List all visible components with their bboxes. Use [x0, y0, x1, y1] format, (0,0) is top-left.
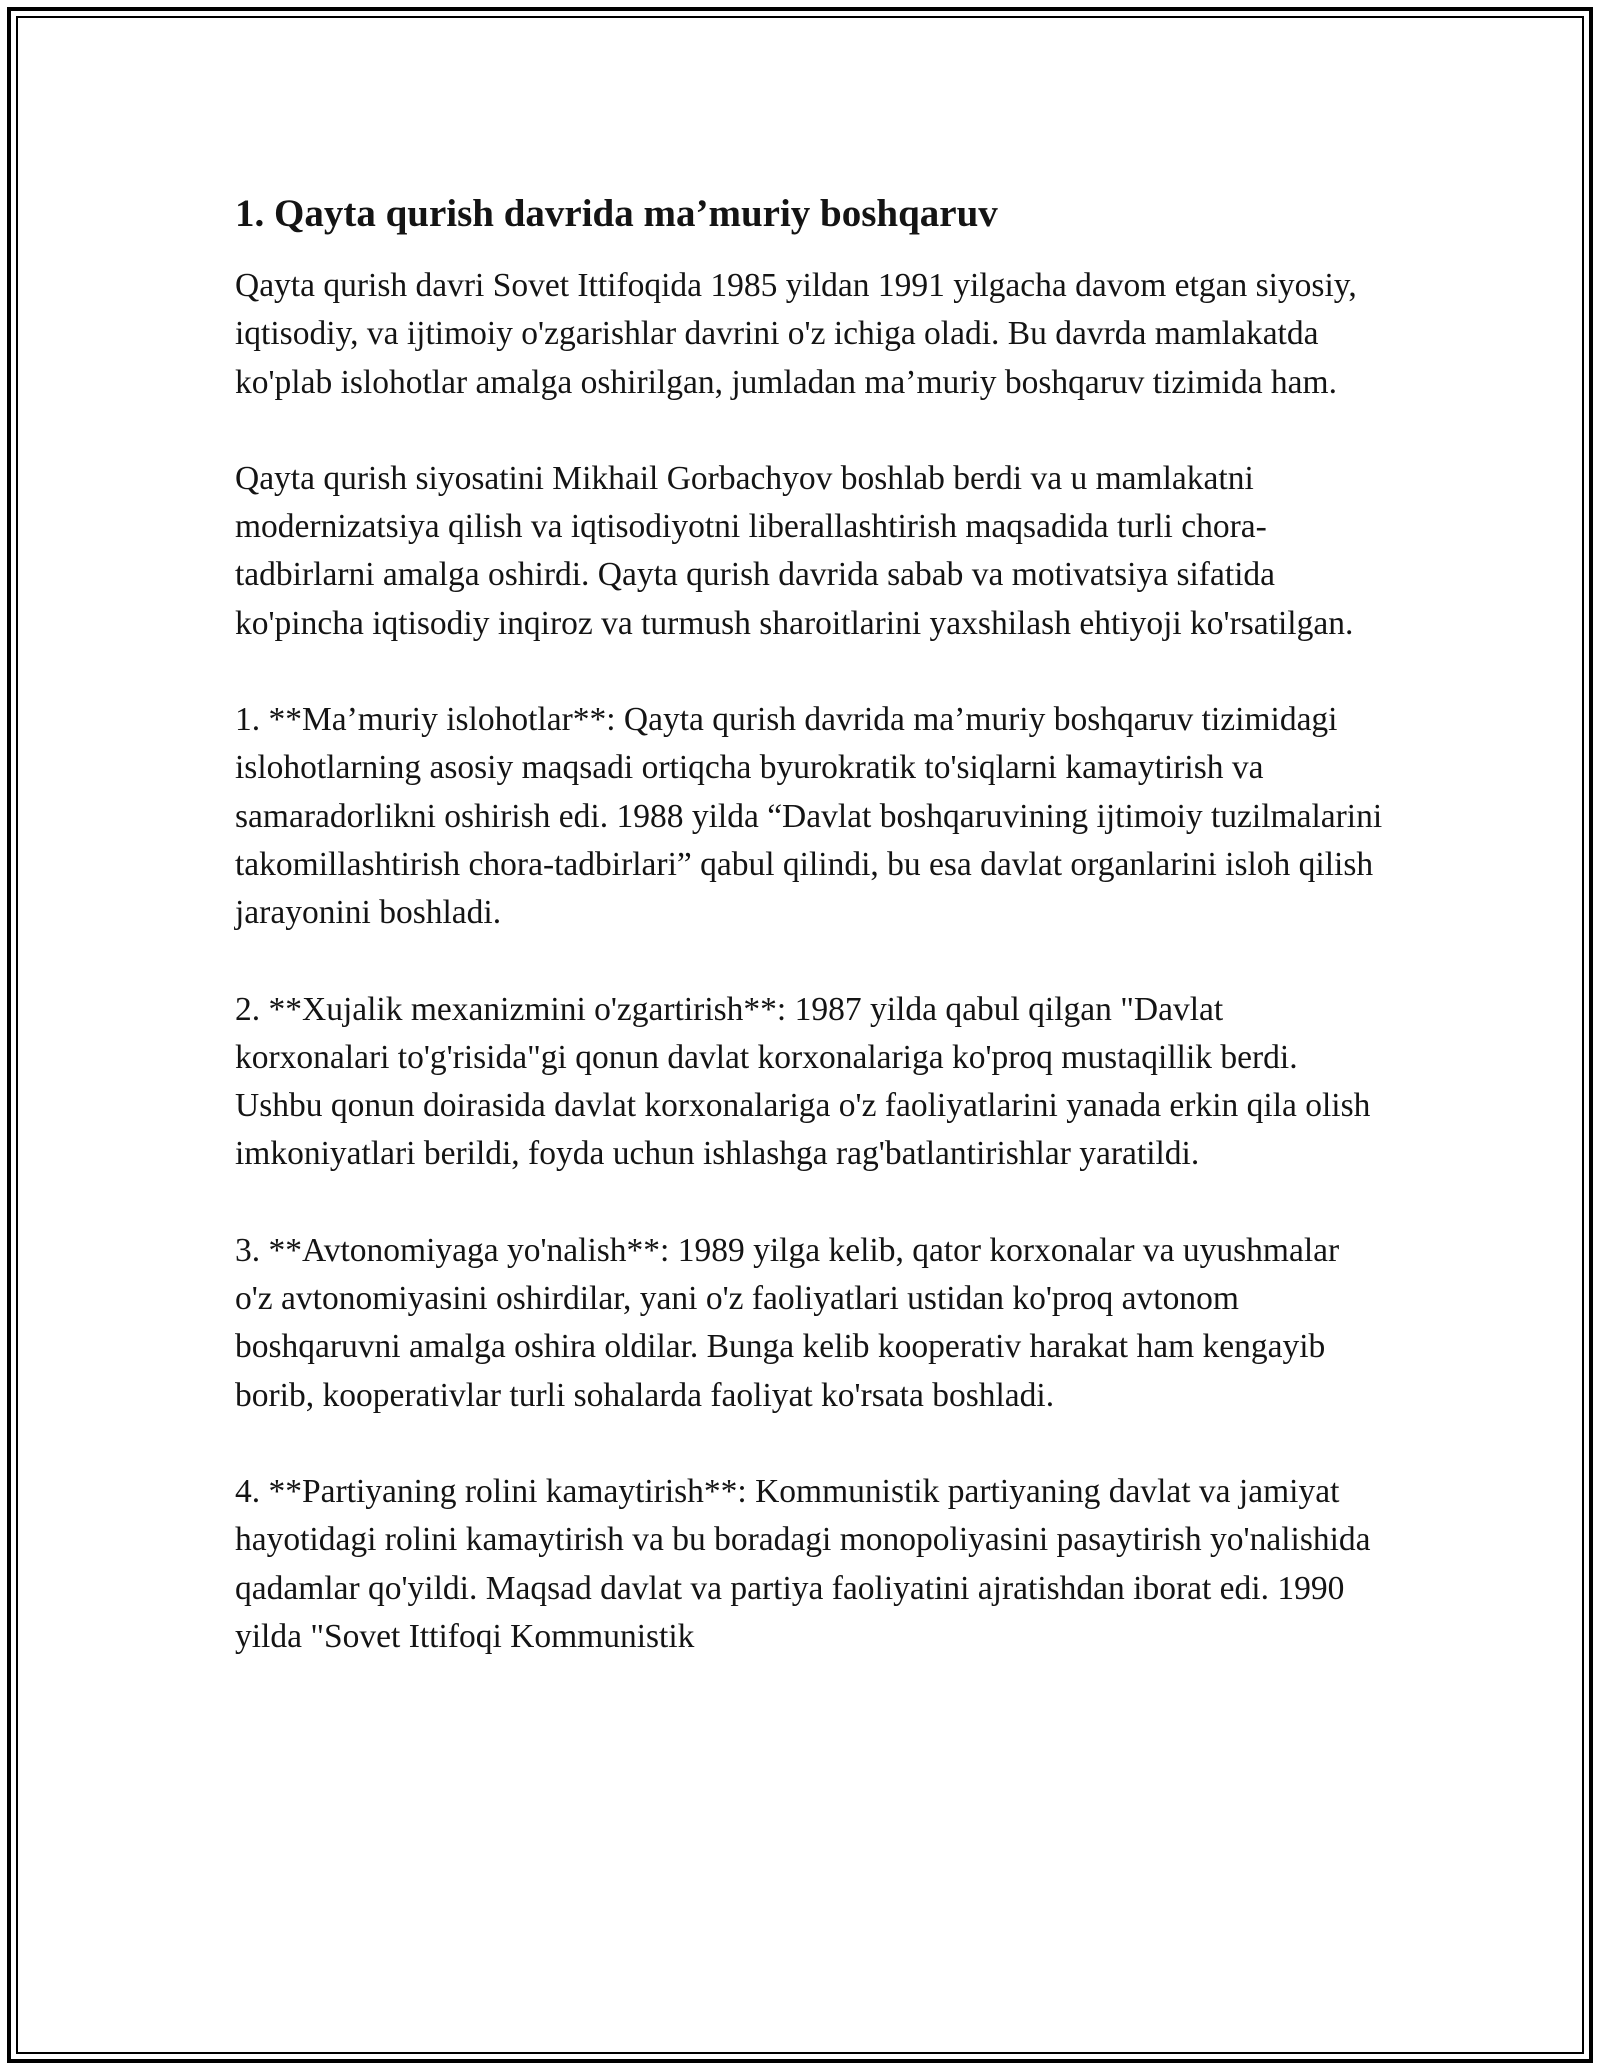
list-item-economic-mechanism: 2. **Xujalik mexanizmini o'zgartirish**: 1987 yilda qabul qilgan "Davlat korxonalari to'g'risida"gi qonun davlat korxonalariga ko'proq mustaqillik berdi. Ushbu qonun doirasida davlat korxonalariga o'z faoliyatlarini yanada erkin qila olish imkoniyatlari berildi, foyda uchun ishlashga rag'batlantirishlar yaratildi.	[235, 990, 1371, 1173]
list-item-autonomy: 3. **Avtonomiyaga yo'nalish**: 1989 yilga kelib, qator korxonalar va uyushmalar o'z avtonomiyasini oshirdilar, yani o'z faoliyatlari ustidan ko'proq avtonom boshqaruvni amalga oshira oldilar. Bunga kelib kooperativ harakat ham kengayib borib, kooperativlar turli sohalarda faoliyat ko'rsata boshladi.	[235, 1231, 1340, 1414]
paragraph-intro: Qayta qurish davri Sovet Ittifoqida 1985 yildan 1991 yilgacha davom etgan siyosiy, iqtisodiy, va ijtimoiy o'zgarishlar davrini o'z ichiga oladi. Bu davrda mamlakatda ko'plab islohotlar amalga oshirilgan, jumladan ma’muriy boshqaruv tizimida ham.	[235, 267, 1357, 401]
paragraph-gorbachev: Qayta qurish siyosatini Mikhail Gorbachyov boshlab berdi va u mamlakatni modernizatsiya qilish va iqtisodiyotni liberallashtirish maqsadida turli chora-tadbirlarni amalga oshirdi. Qayta qurish davrida sabab va motivatsiya sifatida ko'pincha iqtisodiy inqiroz va turmush sharoitlarini yaxshilash ehtiyoji ko'rsatilgan.	[235, 459, 1354, 642]
list-item-party-role: 4. **Partiyaning rolini kamaytirish**: Kommunistik partiyaning davlat va jamiyat hayotidagi rolini kamaytirish va bu boradagi monopoliyasini pasaytirish yo'nalishida qadamlar qo'yildi. Maqsad davlat va partiya faoliyatini ajratishdan iborat edi. 1990 yilda "Sovet Ittifoqi Kommunistik	[235, 1472, 1371, 1655]
document-title: 1. Qayta qurish davrida ma’muriy boshqaruv	[235, 192, 998, 235]
list-item-administrative-reforms: 1. **Ma’muriy islohotlar**: Qayta qurish davrida ma’muriy boshqaruv tizimidagi islohotlarning asosiy maqsadi ortiqcha byurokratik to'siqlarni kamaytirish va samaradorlikni oshirish edi. 1988 yilda “Davlat boshqaruvining ijtimoiy tuzilmalarini takomillashtirish chora-tadbirlari” qabul qilindi, bu esa davlat organlarini isloh qilish jarayonini boshladi.	[235, 701, 1383, 932]
document-body	[235, 188, 1385, 1661]
